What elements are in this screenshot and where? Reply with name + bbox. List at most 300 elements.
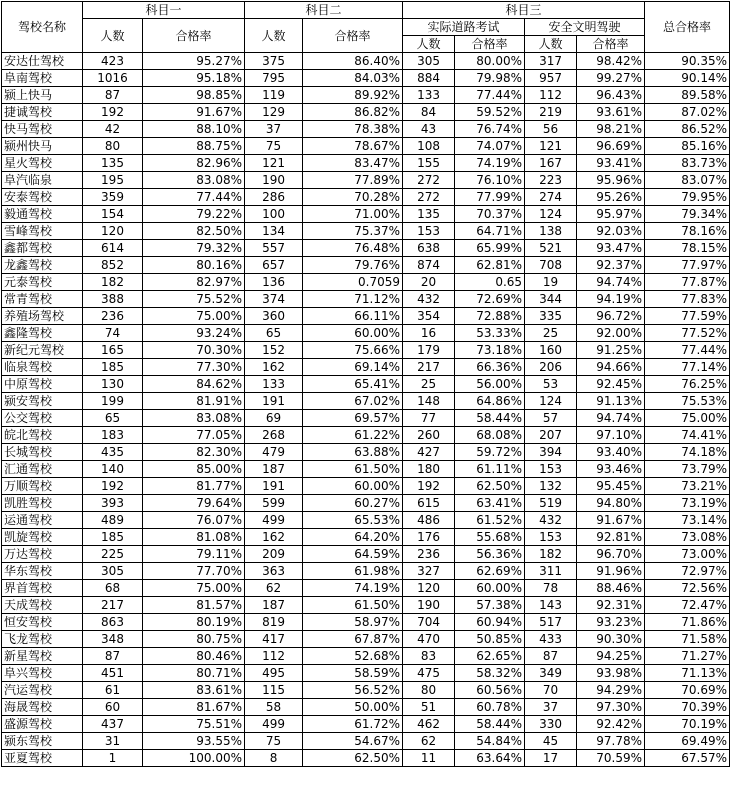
table-row xyxy=(2,359,730,376)
s2-rate-cell: 75.37% xyxy=(303,223,403,240)
road-count-cell: 11 xyxy=(403,750,455,767)
s1-rate-cell: 81.77% xyxy=(143,478,245,495)
safety-rate-cell: 92.45% xyxy=(577,376,645,393)
road-rate-cell: 76.74% xyxy=(455,121,525,138)
safety-rate-cell: 96.43% xyxy=(577,87,645,104)
safety-rate-cell: 92.37% xyxy=(577,257,645,274)
table-row xyxy=(2,529,730,546)
total-rate-cell: 87.02% xyxy=(645,104,730,121)
road-count-cell: 120 xyxy=(403,580,455,597)
s2-rate-cell: 62.50% xyxy=(303,750,403,767)
safety-count-cell: 124 xyxy=(525,206,577,223)
s1-count-cell: 359 xyxy=(83,189,143,206)
table-row xyxy=(2,342,730,359)
school-name-cell: 养殖场驾校 xyxy=(2,308,83,325)
s2-rate-cell: 69.14% xyxy=(303,359,403,376)
total-rate-cell: 70.39% xyxy=(645,699,730,716)
table-row xyxy=(2,104,730,121)
s2-rate-cell: 89.92% xyxy=(303,87,403,104)
safety-rate-cell: 93.47% xyxy=(577,240,645,257)
school-name-cell: 颍东驾校 xyxy=(2,733,83,750)
road-count-cell: 475 xyxy=(403,665,455,682)
safety-count-cell: 708 xyxy=(525,257,577,274)
road-rate-cell: 62.69% xyxy=(455,563,525,580)
safety-count-cell: 432 xyxy=(525,512,577,529)
s2-count-cell: 75 xyxy=(245,138,303,155)
total-rate-cell: 90.14% xyxy=(645,70,730,87)
safety-count-cell: 433 xyxy=(525,631,577,648)
table-row xyxy=(2,563,730,580)
s1-count-cell: 120 xyxy=(83,223,143,240)
s1-rate-cell: 80.71% xyxy=(143,665,245,682)
table-row xyxy=(2,172,730,189)
school-name-cell: 捷诚驾校 xyxy=(2,104,83,121)
safety-rate-cell: 95.26% xyxy=(577,189,645,206)
road-rate-cell: 57.38% xyxy=(455,597,525,614)
s1-rate-cell: 81.91% xyxy=(143,393,245,410)
total-rate-cell: 77.44% xyxy=(645,342,730,359)
s1-count-cell: 154 xyxy=(83,206,143,223)
s2-rate-cell: 78.67% xyxy=(303,138,403,155)
road-count-cell: 108 xyxy=(403,138,455,155)
s1-rate-cell: 70.30% xyxy=(143,342,245,359)
school-name-cell: 凯胜驾校 xyxy=(2,495,83,512)
table-row xyxy=(2,223,730,240)
safety-rate-cell: 97.30% xyxy=(577,699,645,716)
table-row xyxy=(2,206,730,223)
road-rate-cell: 62.50% xyxy=(455,478,525,495)
header-school-name: 驾校名称 xyxy=(2,2,83,53)
header-subject2: 科目二 xyxy=(245,2,403,19)
safety-count-cell: 957 xyxy=(525,70,577,87)
safety-rate-cell: 93.98% xyxy=(577,665,645,682)
s1-count-cell: 489 xyxy=(83,512,143,529)
s1-count-cell: 87 xyxy=(83,87,143,104)
school-name-cell: 新星驾校 xyxy=(2,648,83,665)
safety-rate-cell: 91.96% xyxy=(577,563,645,580)
s2-rate-cell: 67.02% xyxy=(303,393,403,410)
s2-count-cell: 499 xyxy=(245,716,303,733)
s1-count-cell: 165 xyxy=(83,342,143,359)
s2-count-cell: 58 xyxy=(245,699,303,716)
total-rate-cell: 72.56% xyxy=(645,580,730,597)
safety-rate-cell: 94.25% xyxy=(577,648,645,665)
road-count-cell: 260 xyxy=(403,427,455,444)
s1-count-cell: 388 xyxy=(83,291,143,308)
s2-rate-cell: 70.28% xyxy=(303,189,403,206)
school-name-cell: 万顺驾校 xyxy=(2,478,83,495)
table-row xyxy=(2,716,730,733)
s2-rate-cell: 56.52% xyxy=(303,682,403,699)
table-row xyxy=(2,444,730,461)
s1-rate-cell: 91.67% xyxy=(143,104,245,121)
road-rate-cell: 61.52% xyxy=(455,512,525,529)
table-body xyxy=(2,53,730,767)
school-name-cell: 盛源驾校 xyxy=(2,716,83,733)
road-count-cell: 190 xyxy=(403,597,455,614)
s1-count-cell: 348 xyxy=(83,631,143,648)
s1-rate-cell: 75.00% xyxy=(143,308,245,325)
table-row xyxy=(2,495,730,512)
total-rate-cell: 71.27% xyxy=(645,648,730,665)
s1-rate-cell: 81.67% xyxy=(143,699,245,716)
road-rate-cell: 55.68% xyxy=(455,529,525,546)
safety-rate-cell: 97.10% xyxy=(577,427,645,444)
road-rate-cell: 60.00% xyxy=(455,580,525,597)
s2-count-cell: 495 xyxy=(245,665,303,682)
header-road-rate: 合格率 xyxy=(455,36,525,53)
road-rate-cell: 77.44% xyxy=(455,87,525,104)
s1-count-cell: 135 xyxy=(83,155,143,172)
s1-count-cell: 192 xyxy=(83,104,143,121)
s1-count-cell: 31 xyxy=(83,733,143,750)
s1-rate-cell: 79.22% xyxy=(143,206,245,223)
s1-rate-cell: 75.52% xyxy=(143,291,245,308)
s1-rate-cell: 81.57% xyxy=(143,597,245,614)
road-rate-cell: 80.00% xyxy=(455,53,525,70)
s1-count-cell: 305 xyxy=(83,563,143,580)
s1-rate-cell: 100.00% xyxy=(143,750,245,767)
safety-count-cell: 153 xyxy=(525,529,577,546)
total-rate-cell: 72.47% xyxy=(645,597,730,614)
road-rate-cell: 72.88% xyxy=(455,308,525,325)
header-safety-test: 安全文明驾驶 xyxy=(525,19,645,36)
table-row xyxy=(2,648,730,665)
table-row xyxy=(2,699,730,716)
safety-count-cell: 138 xyxy=(525,223,577,240)
road-count-cell: 272 xyxy=(403,172,455,189)
safety-rate-cell: 93.40% xyxy=(577,444,645,461)
road-rate-cell: 62.65% xyxy=(455,648,525,665)
safety-rate-cell: 90.30% xyxy=(577,631,645,648)
total-rate-cell: 77.14% xyxy=(645,359,730,376)
s2-rate-cell: 61.72% xyxy=(303,716,403,733)
safety-rate-cell: 92.03% xyxy=(577,223,645,240)
road-rate-cell: 64.86% xyxy=(455,393,525,410)
school-name-cell: 毅通驾校 xyxy=(2,206,83,223)
safety-count-cell: 25 xyxy=(525,325,577,342)
s2-rate-cell: 61.22% xyxy=(303,427,403,444)
road-rate-cell: 58.32% xyxy=(455,665,525,682)
school-name-cell: 公交驾校 xyxy=(2,410,83,427)
road-count-cell: 16 xyxy=(403,325,455,342)
road-count-cell: 615 xyxy=(403,495,455,512)
s1-rate-cell: 82.50% xyxy=(143,223,245,240)
s1-count-cell: 217 xyxy=(83,597,143,614)
s1-count-cell: 87 xyxy=(83,648,143,665)
school-name-cell: 星火驾校 xyxy=(2,155,83,172)
s1-count-cell: 42 xyxy=(83,121,143,138)
s2-count-cell: 187 xyxy=(245,597,303,614)
safety-rate-cell: 92.31% xyxy=(577,597,645,614)
s2-rate-cell: 86.40% xyxy=(303,53,403,70)
total-rate-cell: 73.14% xyxy=(645,512,730,529)
s2-rate-cell: 52.68% xyxy=(303,648,403,665)
safety-count-cell: 317 xyxy=(525,53,577,70)
s2-count-cell: 191 xyxy=(245,393,303,410)
s2-rate-cell: 74.19% xyxy=(303,580,403,597)
school-name-cell: 华东驾校 xyxy=(2,563,83,580)
safety-rate-cell: 91.67% xyxy=(577,512,645,529)
school-name-cell: 新纪元驾校 xyxy=(2,342,83,359)
safety-rate-cell: 95.96% xyxy=(577,172,645,189)
s1-rate-cell: 98.85% xyxy=(143,87,245,104)
school-name-cell: 皖北驾校 xyxy=(2,427,83,444)
total-rate-cell: 90.35% xyxy=(645,53,730,70)
road-count-cell: 84 xyxy=(403,104,455,121)
s2-rate-cell: 83.47% xyxy=(303,155,403,172)
safety-count-cell: 207 xyxy=(525,427,577,444)
safety-rate-cell: 92.42% xyxy=(577,716,645,733)
s1-rate-cell: 77.70% xyxy=(143,563,245,580)
total-rate-cell: 70.19% xyxy=(645,716,730,733)
s2-count-cell: 417 xyxy=(245,631,303,648)
safety-count-cell: 344 xyxy=(525,291,577,308)
safety-rate-cell: 93.23% xyxy=(577,614,645,631)
school-name-cell: 鑫都驾校 xyxy=(2,240,83,257)
table-row xyxy=(2,597,730,614)
road-rate-cell: 77.99% xyxy=(455,189,525,206)
road-count-cell: 51 xyxy=(403,699,455,716)
s1-count-cell: 225 xyxy=(83,546,143,563)
road-rate-cell: 59.52% xyxy=(455,104,525,121)
school-name-cell: 汽运驾校 xyxy=(2,682,83,699)
road-rate-cell: 66.36% xyxy=(455,359,525,376)
table-row xyxy=(2,682,730,699)
table-row xyxy=(2,155,730,172)
table-row xyxy=(2,393,730,410)
total-rate-cell: 73.79% xyxy=(645,461,730,478)
safety-rate-cell: 88.46% xyxy=(577,580,645,597)
safety-count-cell: 349 xyxy=(525,665,577,682)
total-rate-cell: 73.00% xyxy=(645,546,730,563)
s2-rate-cell: 69.57% xyxy=(303,410,403,427)
header-s1-count: 人数 xyxy=(83,19,143,53)
s1-rate-cell: 88.10% xyxy=(143,121,245,138)
safety-rate-cell: 96.70% xyxy=(577,546,645,563)
road-count-cell: 236 xyxy=(403,546,455,563)
s1-rate-cell: 77.44% xyxy=(143,189,245,206)
s1-rate-cell: 95.18% xyxy=(143,70,245,87)
school-name-cell: 雪峰驾校 xyxy=(2,223,83,240)
s1-rate-cell: 80.75% xyxy=(143,631,245,648)
s1-count-cell: 863 xyxy=(83,614,143,631)
s2-count-cell: 209 xyxy=(245,546,303,563)
road-count-cell: 217 xyxy=(403,359,455,376)
total-rate-cell: 85.16% xyxy=(645,138,730,155)
table-row xyxy=(2,138,730,155)
road-count-cell: 62 xyxy=(403,733,455,750)
s1-count-cell: 195 xyxy=(83,172,143,189)
table-row xyxy=(2,240,730,257)
road-count-cell: 179 xyxy=(403,342,455,359)
safety-count-cell: 112 xyxy=(525,87,577,104)
road-rate-cell: 61.11% xyxy=(455,461,525,478)
s1-rate-cell: 82.96% xyxy=(143,155,245,172)
s2-rate-cell: 61.50% xyxy=(303,461,403,478)
s1-count-cell: 852 xyxy=(83,257,143,274)
road-rate-cell: 62.81% xyxy=(455,257,525,274)
safety-count-cell: 517 xyxy=(525,614,577,631)
road-rate-cell: 73.18% xyxy=(455,342,525,359)
road-count-cell: 427 xyxy=(403,444,455,461)
s1-rate-cell: 83.08% xyxy=(143,410,245,427)
s2-rate-cell: 58.59% xyxy=(303,665,403,682)
s1-count-cell: 199 xyxy=(83,393,143,410)
s1-rate-cell: 80.19% xyxy=(143,614,245,631)
table-row xyxy=(2,478,730,495)
total-rate-cell: 75.00% xyxy=(645,410,730,427)
s2-rate-cell: 77.89% xyxy=(303,172,403,189)
s1-count-cell: 435 xyxy=(83,444,143,461)
s1-count-cell: 60 xyxy=(83,699,143,716)
road-rate-cell: 53.33% xyxy=(455,325,525,342)
road-rate-cell: 54.84% xyxy=(455,733,525,750)
safety-count-cell: 57 xyxy=(525,410,577,427)
safety-rate-cell: 94.80% xyxy=(577,495,645,512)
safety-rate-cell: 94.74% xyxy=(577,274,645,291)
s2-count-cell: 375 xyxy=(245,53,303,70)
school-name-cell: 海晟驾校 xyxy=(2,699,83,716)
total-rate-cell: 77.97% xyxy=(645,257,730,274)
s2-rate-cell: 84.03% xyxy=(303,70,403,87)
s1-rate-cell: 84.62% xyxy=(143,376,245,393)
s2-rate-cell: 67.87% xyxy=(303,631,403,648)
s1-rate-cell: 88.75% xyxy=(143,138,245,155)
table-row xyxy=(2,376,730,393)
s1-rate-cell: 82.30% xyxy=(143,444,245,461)
total-rate-cell: 73.08% xyxy=(645,529,730,546)
safety-count-cell: 206 xyxy=(525,359,577,376)
s1-count-cell: 614 xyxy=(83,240,143,257)
table-row xyxy=(2,53,730,70)
s1-count-cell: 130 xyxy=(83,376,143,393)
road-count-cell: 638 xyxy=(403,240,455,257)
road-count-cell: 192 xyxy=(403,478,455,495)
s2-rate-cell: 64.20% xyxy=(303,529,403,546)
safety-count-cell: 78 xyxy=(525,580,577,597)
school-name-cell: 快马驾校 xyxy=(2,121,83,138)
road-rate-cell: 72.69% xyxy=(455,291,525,308)
school-name-cell: 飞龙驾校 xyxy=(2,631,83,648)
table-row xyxy=(2,614,730,631)
total-rate-cell: 73.21% xyxy=(645,478,730,495)
total-rate-cell: 76.25% xyxy=(645,376,730,393)
school-name-cell: 颍上快马 xyxy=(2,87,83,104)
safety-rate-cell: 70.59% xyxy=(577,750,645,767)
road-rate-cell: 59.72% xyxy=(455,444,525,461)
safety-rate-cell: 97.78% xyxy=(577,733,645,750)
s1-rate-cell: 79.11% xyxy=(143,546,245,563)
total-rate-cell: 71.13% xyxy=(645,665,730,682)
safety-rate-cell: 96.72% xyxy=(577,308,645,325)
school-name-cell: 阜兴驾校 xyxy=(2,665,83,682)
s2-count-cell: 37 xyxy=(245,121,303,138)
safety-rate-cell: 99.27% xyxy=(577,70,645,87)
s1-rate-cell: 75.51% xyxy=(143,716,245,733)
s2-rate-cell: 60.00% xyxy=(303,325,403,342)
s1-count-cell: 182 xyxy=(83,274,143,291)
safety-count-cell: 37 xyxy=(525,699,577,716)
safety-rate-cell: 94.29% xyxy=(577,682,645,699)
table-row xyxy=(2,631,730,648)
total-rate-cell: 89.58% xyxy=(645,87,730,104)
table-row xyxy=(2,665,730,682)
header-road-count: 人数 xyxy=(403,36,455,53)
s1-count-cell: 236 xyxy=(83,308,143,325)
safety-rate-cell: 98.21% xyxy=(577,121,645,138)
total-rate-cell: 79.34% xyxy=(645,206,730,223)
safety-count-cell: 160 xyxy=(525,342,577,359)
road-rate-cell: 63.64% xyxy=(455,750,525,767)
safety-count-cell: 167 xyxy=(525,155,577,172)
safety-rate-cell: 93.41% xyxy=(577,155,645,172)
s1-count-cell: 192 xyxy=(83,478,143,495)
s2-rate-cell: 71.12% xyxy=(303,291,403,308)
safety-count-cell: 87 xyxy=(525,648,577,665)
road-count-cell: 305 xyxy=(403,53,455,70)
s2-count-cell: 133 xyxy=(245,376,303,393)
s1-rate-cell: 93.24% xyxy=(143,325,245,342)
s2-count-cell: 136 xyxy=(245,274,303,291)
safety-count-cell: 519 xyxy=(525,495,577,512)
road-rate-cell: 68.08% xyxy=(455,427,525,444)
s2-rate-cell: 54.67% xyxy=(303,733,403,750)
total-rate-cell: 78.16% xyxy=(645,223,730,240)
s1-rate-cell: 85.00% xyxy=(143,461,245,478)
safety-count-cell: 153 xyxy=(525,461,577,478)
table-row xyxy=(2,461,730,478)
safety-count-cell: 223 xyxy=(525,172,577,189)
safety-count-cell: 132 xyxy=(525,478,577,495)
school-name-cell: 龙鑫驾校 xyxy=(2,257,83,274)
road-count-cell: 148 xyxy=(403,393,455,410)
s2-count-cell: 191 xyxy=(245,478,303,495)
total-rate-cell: 79.95% xyxy=(645,189,730,206)
total-rate-cell: 72.97% xyxy=(645,563,730,580)
total-rate-cell: 77.52% xyxy=(645,325,730,342)
s2-rate-cell: 64.59% xyxy=(303,546,403,563)
road-rate-cell: 70.37% xyxy=(455,206,525,223)
s2-rate-cell: 78.38% xyxy=(303,121,403,138)
s2-count-cell: 75 xyxy=(245,733,303,750)
safety-count-cell: 53 xyxy=(525,376,577,393)
table-row xyxy=(2,274,730,291)
header-subject3: 科目三 xyxy=(403,2,645,19)
s2-count-cell: 363 xyxy=(245,563,303,580)
s2-rate-cell: 65.53% xyxy=(303,512,403,529)
road-rate-cell: 64.71% xyxy=(455,223,525,240)
safety-rate-cell: 94.66% xyxy=(577,359,645,376)
s2-rate-cell: 0.7059 xyxy=(303,274,403,291)
s2-rate-cell: 61.50% xyxy=(303,597,403,614)
table-row xyxy=(2,70,730,87)
total-rate-cell: 71.86% xyxy=(645,614,730,631)
school-name-cell: 常青驾校 xyxy=(2,291,83,308)
header-road-test: 实际道路考试 xyxy=(403,19,525,36)
s1-rate-cell: 80.16% xyxy=(143,257,245,274)
s1-rate-cell: 80.46% xyxy=(143,648,245,665)
safety-count-cell: 182 xyxy=(525,546,577,563)
s1-rate-cell: 93.55% xyxy=(143,733,245,750)
safety-rate-cell: 98.42% xyxy=(577,53,645,70)
s2-rate-cell: 58.97% xyxy=(303,614,403,631)
s1-count-cell: 423 xyxy=(83,53,143,70)
s2-count-cell: 69 xyxy=(245,410,303,427)
s1-rate-cell: 81.08% xyxy=(143,529,245,546)
road-count-cell: 704 xyxy=(403,614,455,631)
total-rate-cell: 67.57% xyxy=(645,750,730,767)
